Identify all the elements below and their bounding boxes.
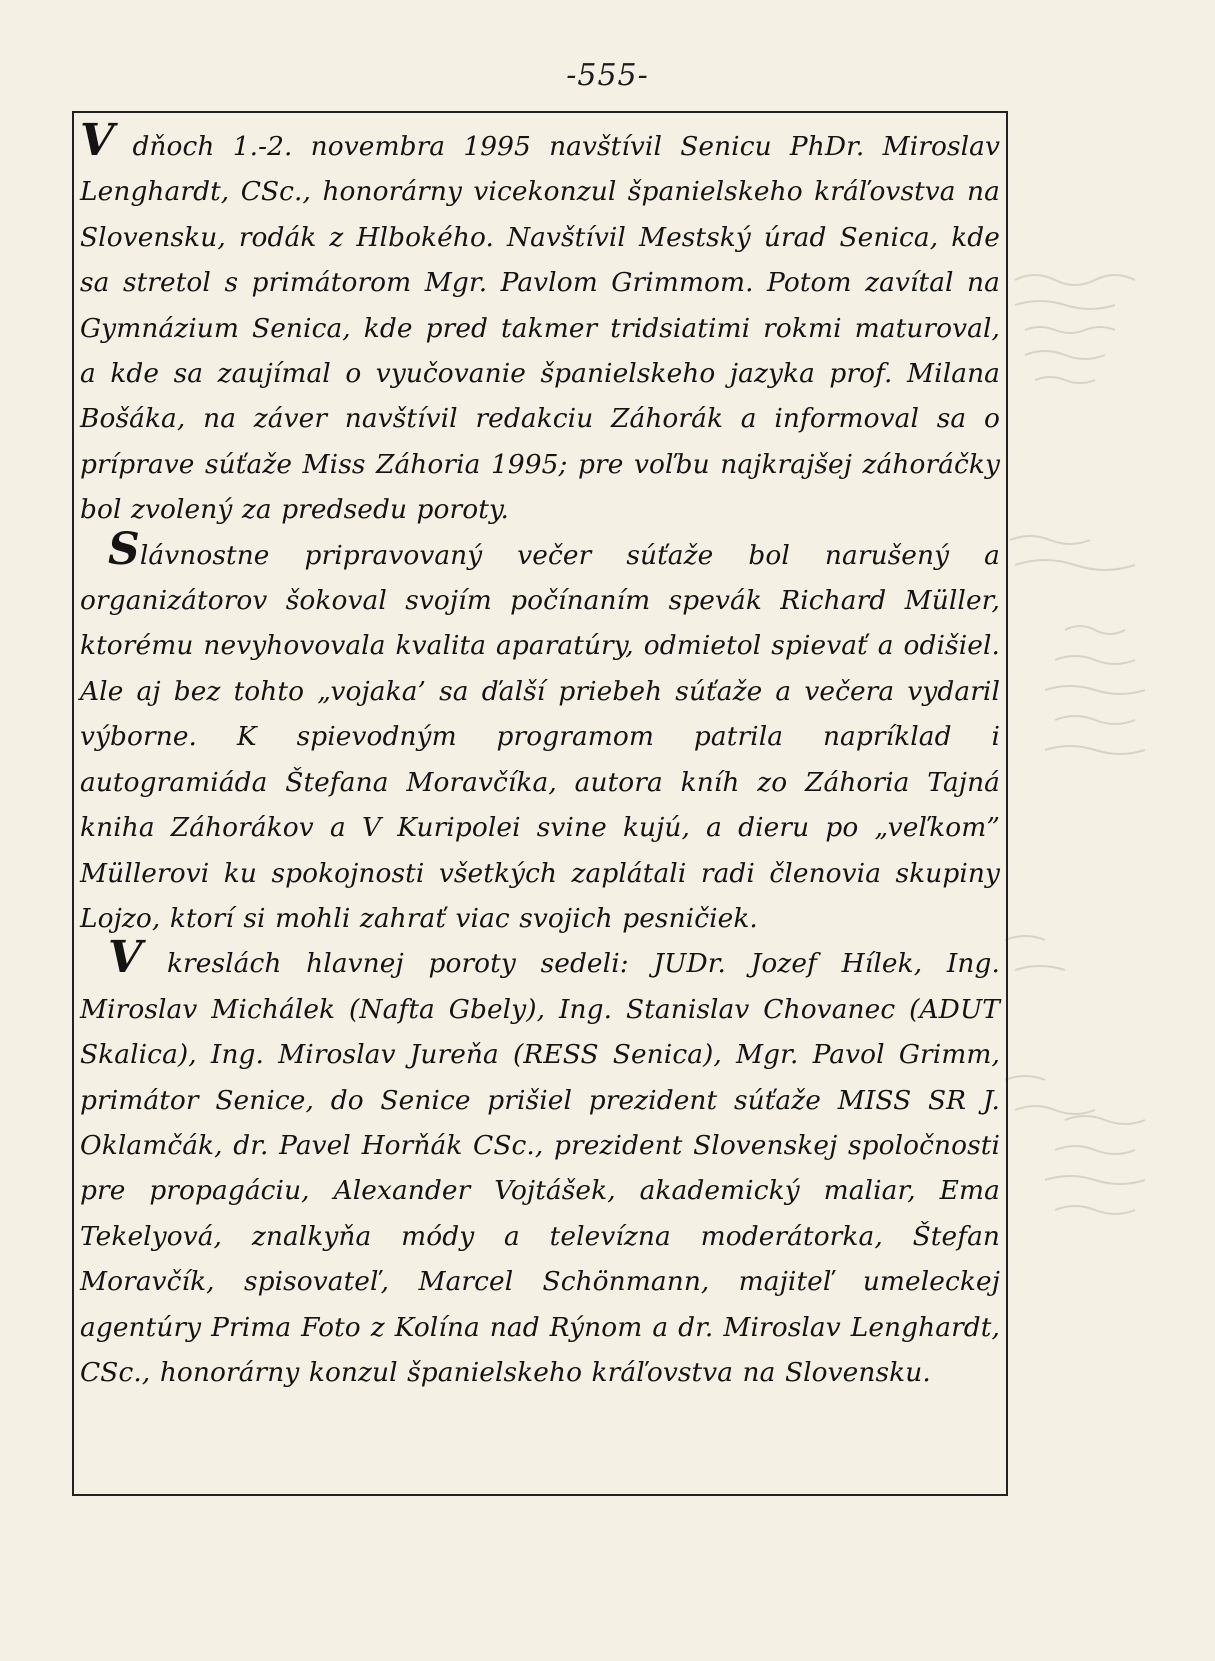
handwritten-text [80, 115, 1000, 1395]
paragraph-2 [80, 523, 1000, 942]
page-number: -555- [566, 58, 649, 93]
initial-letter: V [80, 115, 115, 166]
paragraph-1 [80, 115, 1000, 533]
paragraph-text: dňoch 1.-2. novembra 1995 navštívil Senicu PhDr. Miroslav Lenghardt, CSc., honorárny vicekonzul španielskeho kráľovstva na Slovensku, rodák z Hlbokého. Navštívil Mestský úrad Senica, kde sa stretol s primátorom Mgr. Pavlom Grimmom. Potom zavítal na Gymnázium Senica, kde pred takmer tridsiatimi rokmi maturoval, a kde sa zaujímal o vyučovanie španielskeho jazyka prof. Milana Bošáka, na záver navštívil redakciu Záhorák a informoval sa o príprave súťaže Miss Záhoria 1995; pre voľbu najkrajšej záhoráčky bol zvolený za predsedu poroty. [80, 131, 1000, 526]
bleed-through-marks [1005, 260, 1185, 1360]
paragraph-text: kreslách hlavnej poroty sedeli: JUDr. Jozef Hílek, Ing. Miroslav Michálek (Nafta Gbely), Ing. Stanislav Chovanec (ADUT Skalica), Ing. Miroslav Jureňa (RESS Senica), Mgr. Pavol Grimm, primátor Senice, do Senice prišiel prezident súťaže MISS SR J. Oklamčák, dr. Pavel Horňák CSc., prezident Slovenskej spoločnosti pre propagáciu, Alexander Vojtášek, akademický maliar, Ema Tekelyová, znalkyňa módy a televízna moderátorka, Štefan Moravčík, spisovateľ, Marcel Schönmann, majiteľ umeleckej agentúry Prima Foto z Kolína nad Rýnom a dr. Miroslav Lenghardt, CSc., honorárny konzul španielskeho kráľovstva na Slovensku. [80, 948, 1000, 1388]
initial-letter: S [108, 523, 140, 575]
paragraph-3 [80, 932, 1000, 1395]
initial-letter: V [108, 932, 143, 984]
paragraph-text: lávnostne pripravovaný večer súťaže bol narušený a organizátorov šokoval svojím počínaním spevák Richard Müller, ktorému nevyhovovala kvalita aparatúry, odmietol spievať a odišiel. Ale aj bez tohto „vojaka’ sa ďalší priebeh súťaže a večera vydaril výborne. K spievodným programom patrila napríklad i autogramiáda Štefana Moravčíka, autora kníh zo Záhoria Tajná kniha Záhorákov a V Kuripolei svine kujú, a dieru po „veľkom” Müllerovi ku spokojnosti všetkých zaplátali radi členovia skupiny Lojzo, ktorí si mohli zahrať viac svojich pesničiek. [80, 539, 1000, 934]
